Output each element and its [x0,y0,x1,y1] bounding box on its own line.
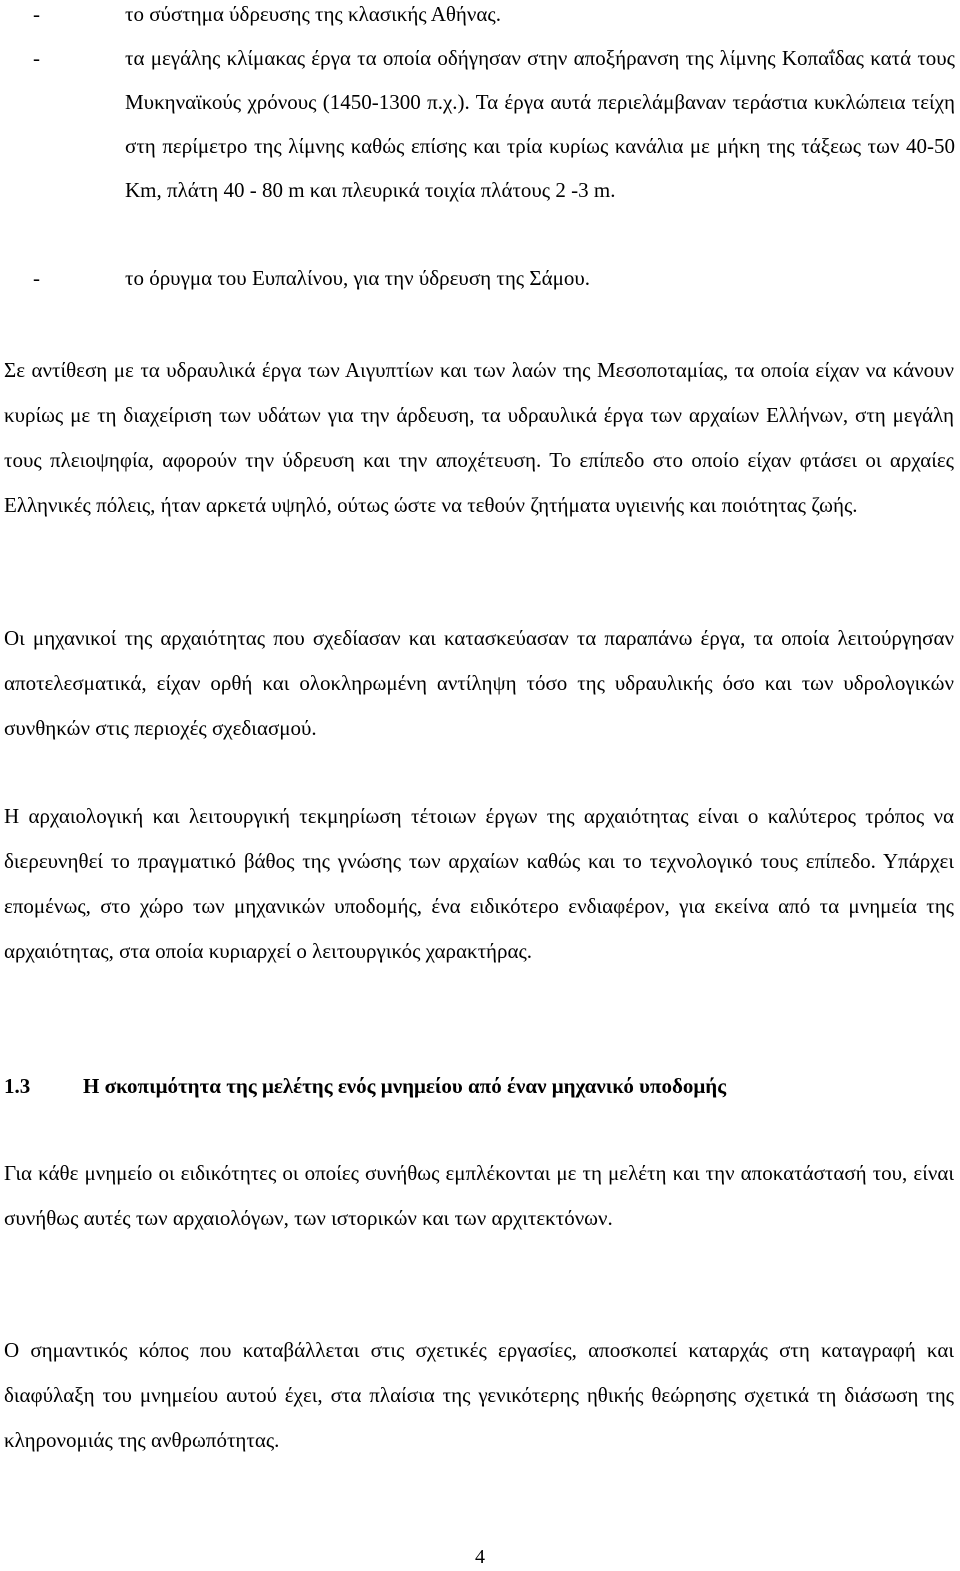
list-item-text: τα μεγάλης κλίμακας έργα τα οποία οδήγησαν στην αποξήρανση της λίμνης Κοπαΐδας κατά τους Μυκηναϊκούς χρόνους (1450-1300 π.χ.). Τα έργα αυτά περιελάμβαναν τεράστια κυκλώπεια τείχη στη περίμετρο της λίμνης καθώς επίσης και τρία κυρίως κανάλια με μήκη της τάξεως των 40-50 Km, πλάτη 40 - 80 m και πλευρικά τοιχία πλάτους 2 -3 m. [125,46,955,202]
list-dash: - [33,2,40,26]
list-item-text: το σύστημα ύδρευσης της κλασικής Αθήνας. [125,2,501,26]
list-dash: - [33,266,40,290]
list-item [33,256,955,300]
body-paragraph: Η αρχαιολογική και λειτουργική τεκμηρίωση τέτοιων έργων της αρχαιότητας είναι ο καλύτερος τρόπος να διερευνηθεί το πραγματικό βάθος της γνώσης των αρχαίων καθώς και το τεχνολογικό τους επίπεδο. Υπάρχει επομένως, στο χώρο των μηχανικών υποδομής, ένα ειδικότερο ενδιαφέρον, για εκείνα από τα μνημεία της αρχαιότητας, στα οποία κυριαρχεί ο λειτουργικός χαρακτήρας. [4,804,954,963]
body-paragraph: Οι μηχανικοί της αρχαιότητας που σχεδίασαν και κατασκεύασαν τα παραπάνω έργα, τα οποία λειτούργησαν αποτελεσματικά, είχαν ορθή και ολοκληρωμένη αντίληψη τόσο της υδραυλικής όσο και των υδρολογικών συνθηκών στις περιοχές σχεδιασμού. [4,626,954,740]
list-item [33,0,955,36]
section-title: Η σκοπιμότητα της μελέτης ενός μνημείου από έναν μηχανικό υποδομής [83,1074,727,1098]
section-number: 1.3 [4,1074,31,1098]
list-item [33,36,955,212]
body-paragraph: Για κάθε μνημείο οι ειδικότητες οι οποίες συνήθως εμπλέκονται με τη μελέτη και την αποκατάστασή του, είναι συνήθως αυτές των αρχαιολόγων, των ιστορικών και των αρχιτεκτόνων. [4,1161,954,1230]
list-item-text: το όρυγμα του Ευπαλίνου, για την ύδρευση της Σάμου. [125,266,591,290]
page-number: 4 [475,1546,485,1568]
body-paragraph: Σε αντίθεση με τα υδραυλικά έργα των Αιγυπτίων και των λαών της Μεσοποταμίας, τα οποία είχαν να κάνουν κυρίως με τη διαχείριση των υδάτων για την άρδευση, τα υδραυλικά έργα των αρχαίων Ελλήνων, στη μεγάλη τους πλειοψηφία, αφορούν την ύδρευση και την αποχέτευση. Το επίπεδο στο οποίο είχαν φτάσει οι αρχαίες Ελληνικές πόλεις, ήταν αρκετά υψηλό, ούτως ώστε να τεθούν ζητήματα υγιεινής και ποιότητας ζωής. [4,358,954,517]
body-paragraph: Ο σημαντικός κόπος που καταβάλλεται στις σχετικές εργασίες, αποσκοπεί καταρχάς στη καταγραφή και διαφύλαξη του μνημείου αυτού έχει, στα πλαίσια της γενικότερης ηθικής θεώρησης σχετικά τη διάσωση της κληρονομιάς της ανθρωπότητας. [4,1338,954,1452]
list-dash: - [33,46,40,70]
